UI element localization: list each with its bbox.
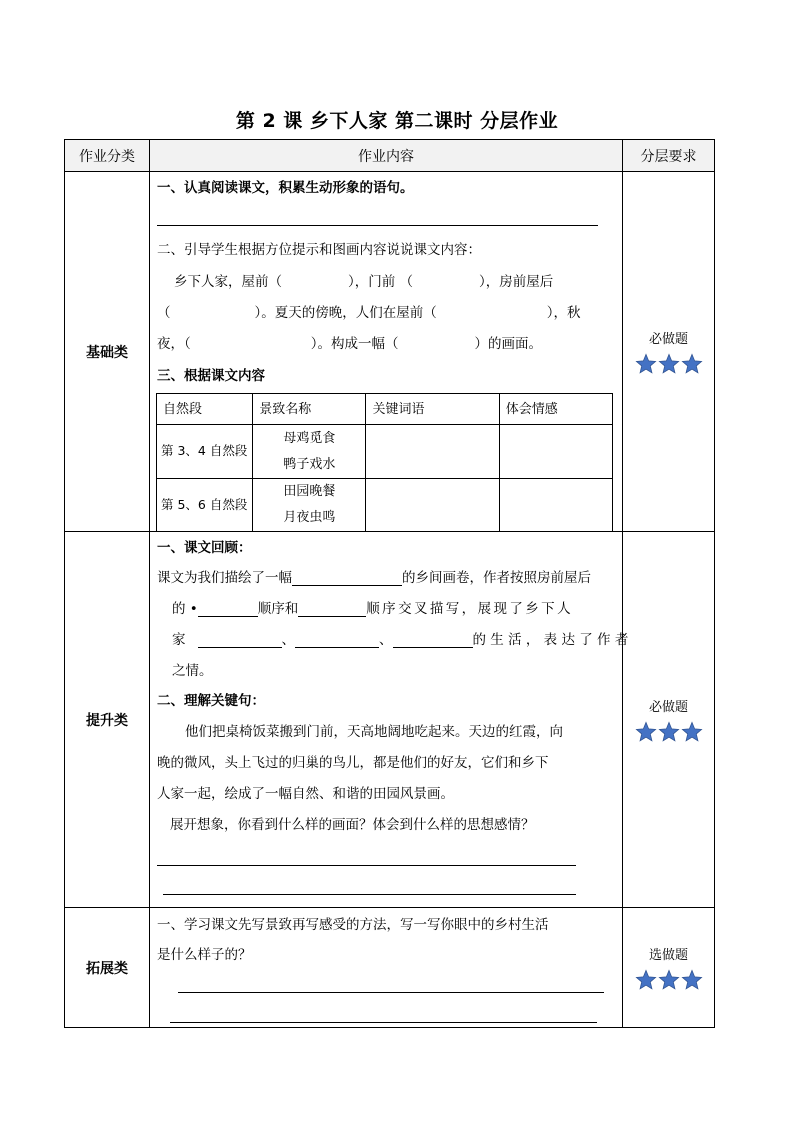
requirement-advanced (623, 532, 715, 908)
key-sentence-1: 他们把桌椅饭菜搬到门前，天高地阔地吃起来。天边的红霞，向 (185, 724, 563, 740)
review-line-2 (172, 603, 573, 617)
fill-sentence-3 (157, 338, 542, 352)
feeling-answer-cell[interactable] (499, 479, 612, 532)
scene-cell (253, 425, 366, 479)
star-icon (681, 353, 703, 375)
fill-blank[interactable] (298, 616, 366, 617)
text-segment: 顺序和 (257, 601, 299, 617)
keywords-answer-cell[interactable] (366, 479, 499, 532)
difficulty-stars (634, 357, 703, 372)
review-line-4: 之情。 (172, 663, 213, 679)
scenery-header-cell: 自然段 (157, 394, 253, 425)
scene-name: 母鸡觅食 (283, 430, 336, 446)
feeling-answer-cell[interactable] (499, 425, 612, 479)
difficulty-stars (634, 973, 703, 988)
scenery-row (157, 479, 613, 532)
text-segment: （ (157, 305, 171, 321)
fill-blank[interactable] (198, 616, 258, 617)
scenery-header-cell: 景致名称 (253, 394, 366, 425)
homework-table (64, 139, 715, 1028)
question-1: 一、课文回顾： (157, 540, 252, 556)
category-basic: 基础类 (65, 172, 150, 532)
table-row (65, 172, 715, 532)
header-category: 作业分类 (65, 140, 150, 172)
question-1: 一、认真阅读课文，积累生动形象的语句。 (157, 180, 414, 196)
text-segment: 的乡间画卷，作者按照房前屋后 (402, 570, 591, 586)
star-icon (681, 969, 703, 991)
star-icon (635, 353, 657, 375)
header-requirement: 分层要求 (623, 140, 715, 172)
text-segment: 课文为我们描绘了一幅 (157, 570, 292, 586)
page-title: 第 2 课 乡下人家 第二课时 分层作业 (235, 110, 559, 132)
star-icon (658, 721, 680, 743)
table-row (65, 532, 715, 908)
answer-line[interactable] (157, 225, 598, 226)
answer-line[interactable] (170, 1022, 597, 1023)
star-icon (635, 721, 657, 743)
text-segment: ），秋 (546, 305, 581, 321)
paragraph-cell: 第 5、6 自然段 (157, 479, 253, 532)
header-content: 作业内容 (150, 140, 623, 172)
table-header-row (65, 140, 715, 172)
star-icon (681, 721, 703, 743)
difficulty-stars (634, 725, 703, 740)
question-3: 三、根据课文内容 (157, 368, 265, 384)
requirement-extension (623, 908, 715, 1028)
key-sentence-2: 晚的微风，头上飞过的归巢的鸟儿，都是他们的好友，它们和乡下 (157, 755, 549, 771)
paragraph-cell: 第 3、4 自然段 (157, 425, 253, 479)
fill-blank[interactable] (393, 647, 473, 648)
text-segment: 顺序交叉描写，展现了乡下人 (366, 601, 573, 617)
text-segment: 、 (379, 632, 393, 648)
text-segment: ）。夏天的傍晚，人们在屋前（ (254, 305, 437, 321)
text-segment: ），门前 （ (348, 274, 414, 290)
question-2: 二、理解关键句： (157, 693, 265, 709)
scenery-header-cell: 关键词语 (366, 394, 499, 425)
category-advanced: 提升类 (65, 532, 150, 908)
question-2: 二、引导学生根据方位提示和图画内容说说课文内容： (157, 242, 481, 258)
extension-prompt-2: 是什么样子的？ (157, 947, 252, 963)
scenery-table (156, 393, 613, 532)
text-segment: 夜，（ (157, 336, 191, 352)
text-segment: 家 (172, 632, 186, 648)
answer-line[interactable] (157, 865, 576, 866)
text-segment: ）的画面。 (474, 336, 542, 352)
scene-name: 鸭子戏水 (283, 456, 336, 472)
text-segment: 、 (281, 632, 295, 648)
requirement-label: 必做题 (648, 700, 688, 715)
fill-sentence-1 (174, 276, 553, 290)
keywords-answer-cell[interactable] (366, 425, 499, 479)
requirement-label: 必做题 (648, 332, 688, 347)
imagine-question: 展开想象，你看到什么样的画面？体会到什么样的思想感情？ (170, 817, 535, 833)
star-icon (658, 353, 680, 375)
fill-sentence-2 (157, 307, 581, 321)
table-row (65, 908, 715, 1028)
review-line-3 (172, 634, 628, 648)
requirement-basic (623, 172, 715, 532)
requirement-label: 选做题 (648, 948, 688, 963)
text-segment: ），房前屋后 (479, 274, 554, 290)
text-segment: 的 生 活 ， 表 达 了 作 者 (472, 632, 629, 648)
answer-line[interactable] (178, 992, 604, 993)
key-sentence-3: 人家一起，绘成了一幅自然、和谐的田园风景画。 (157, 786, 454, 802)
content-basic (150, 172, 623, 532)
text-segment: 乡下人家，屋前（ (174, 274, 282, 290)
text-segment: 的 • (172, 601, 198, 617)
scene-cell (253, 479, 366, 532)
content-advanced (150, 532, 629, 908)
review-line-1 (157, 572, 591, 586)
text-segment: ）。构成一幅（ (310, 336, 399, 352)
star-icon (658, 969, 680, 991)
scenery-row (157, 425, 613, 479)
content-extension (150, 908, 623, 1028)
scenery-header-cell: 体会情感 (499, 394, 612, 425)
scenery-header-row (157, 394, 613, 425)
fill-blank[interactable] (198, 647, 282, 648)
extension-prompt-1: 一、学习课文先写景致再写感受的方法，写一写你眼中的乡村生活 (157, 917, 549, 933)
fill-blank[interactable] (292, 585, 402, 586)
category-extension: 拓展类 (65, 908, 150, 1028)
fill-blank[interactable] (295, 647, 379, 648)
star-icon (635, 969, 657, 991)
scene-name: 月夜虫鸣 (283, 510, 336, 525)
scene-name: 田园晚餐 (283, 484, 336, 499)
answer-line[interactable] (163, 894, 576, 895)
